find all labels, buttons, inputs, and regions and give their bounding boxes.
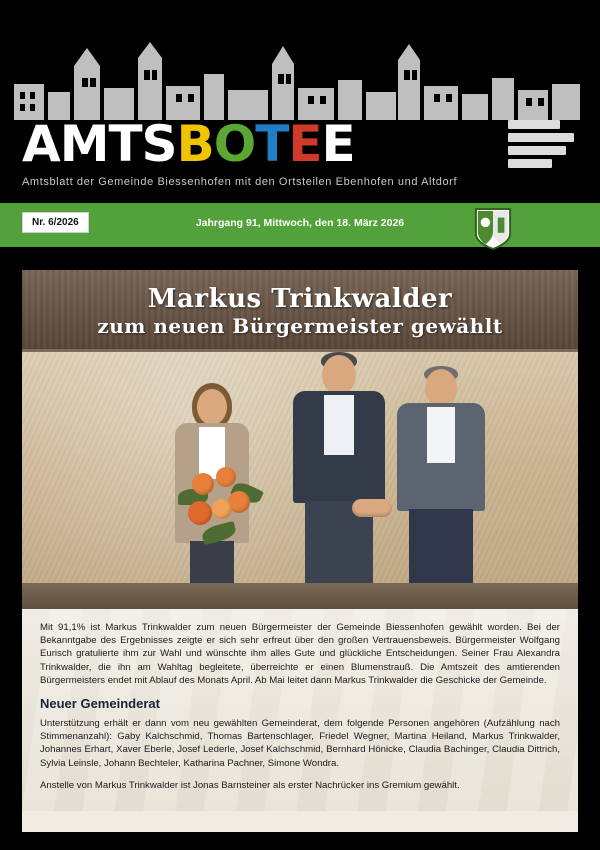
- shirt-shape: [427, 407, 455, 463]
- article-photo: [22, 352, 578, 609]
- article-headline-line2: zum neuen Bürgermeister gewählt: [97, 313, 503, 338]
- head-shape: [197, 389, 227, 425]
- masthead-tagline: Amtsblatt der Gemeinde Biessenhofen mit den Ortsteilen Ebenhofen und Altdorf: [22, 176, 458, 188]
- issue-number: Nr. 6/2026: [22, 212, 89, 233]
- town-skyline-icon: [0, 40, 600, 120]
- photo-person-right: [378, 369, 504, 583]
- logo-part-o: O: [213, 115, 256, 173]
- logo-part-amts: AMTS: [22, 115, 177, 173]
- logo-part-t: T: [255, 115, 289, 173]
- logo-part-e: E: [288, 115, 322, 173]
- article-body: [22, 609, 578, 811]
- article-subheading: Neuer Gemeinderat: [40, 696, 160, 712]
- head-shape: [425, 369, 457, 407]
- municipal-crest-icon: [474, 207, 512, 251]
- issue-date: Jahrgang 91, Mittwoch, den 18. März 2026: [195, 217, 405, 229]
- masthead: [0, 0, 600, 205]
- masthead-logo: [22, 115, 582, 176]
- article-paragraph-3: Anstelle von Markus Trinkwalder ist Jonas Barnsteiner als erster Nachrücker ins Gremium gewählt.: [40, 779, 460, 791]
- article-headline-line1: Markus Trinkwalder: [147, 283, 453, 314]
- logo-bars-icon: [508, 120, 580, 176]
- flower-bouquet-icon: [174, 463, 266, 549]
- lead-article: [22, 270, 578, 832]
- shirt-shape: [324, 395, 354, 455]
- article-paragraph-1: Mit 91,1% ist Markus Trinkwalder zum neuen Bürgermeister der Gemeinde Biessenhofen gewählt worden. Bei der Bekanntgabe des Ergebnisses zeigte er sich sehr erfreut über den großen Vertrauensbeweis. Bürgermeister Wolfgang Eurisch gratulierte ihm zur Wahl und wünschte ihm alles Gute und glückliche Entscheidungen. Seiner Frau Alexandra Trinkwalder, die ihn am Wahltag begleitete, überreichte er einen Blumenstrauß. Die Amtszeit des amtierenden Bürgermeisters endet mit Ablauf des Monats April. Ab Mai leitet dann Markus Trinkwalder die Geschicke der Gemeinde.: [40, 622, 560, 686]
- issue-info-band: [0, 203, 600, 247]
- article-headline-band: [22, 270, 578, 352]
- handshake-icon: [352, 499, 392, 517]
- head-shape: [322, 355, 356, 395]
- logo-part-suffix: E: [321, 115, 355, 173]
- logo-part-b: B: [176, 115, 214, 173]
- photo-floor: [22, 583, 578, 609]
- legs-shape: [409, 509, 473, 583]
- article-paragraph-2: Unterstützung erhält er dann vom neu gewählten Gemeinderat, dem folgende Personen angehören (Aufzählung nach Stimmenanzahl): Gaby Kalchschmid, Thomas Bartenschlager, Friedel Wegner, Martina Heiland, Markus Trinkwalder, Johannes Erhart, Xaver Eberle, Josef Lederle, Josef Kalchschmid, Bernhard Hönicke, Claudia Bachinger, Claudia Dittrich, Sylvia Leinsle, Johann Bechteler, Katharina Pachner, Simone Wondra.: [40, 718, 560, 769]
